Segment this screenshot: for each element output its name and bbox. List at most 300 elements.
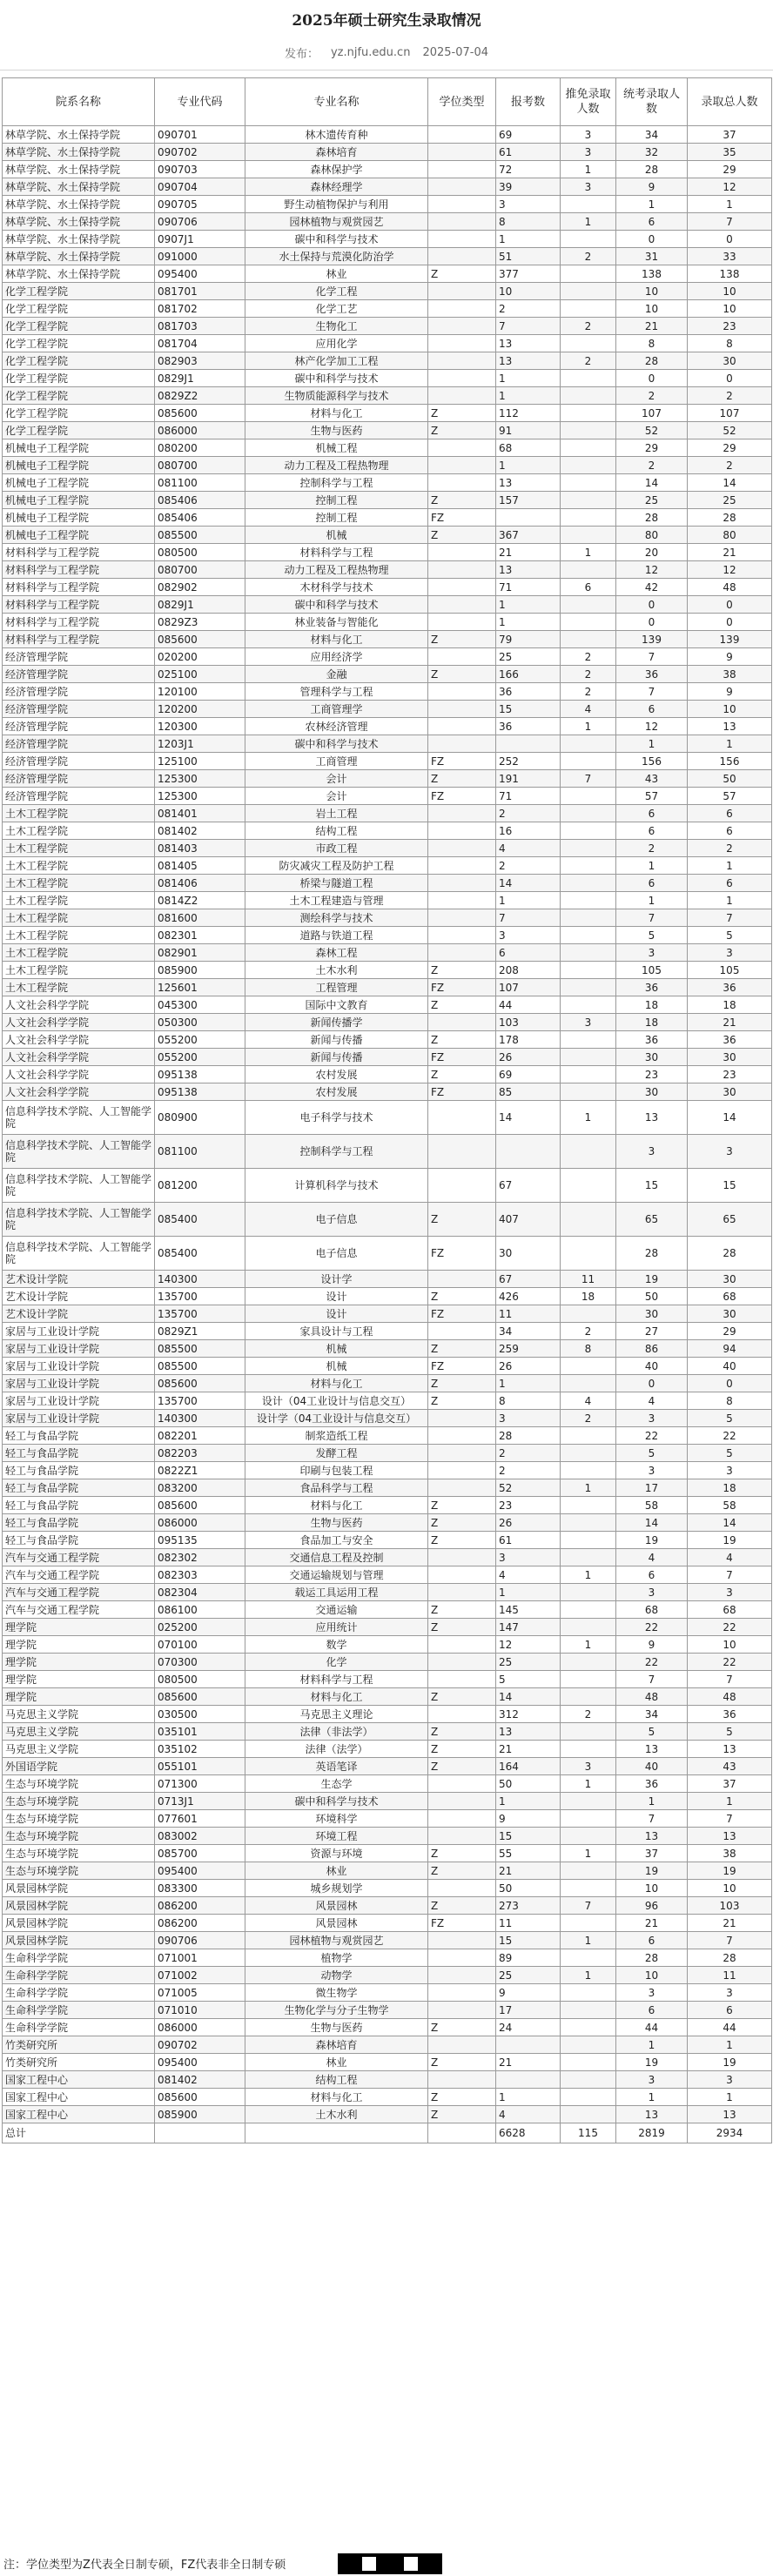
- cell-total-admitted: 15: [688, 1169, 772, 1203]
- cell-major-code: 082201: [155, 1427, 245, 1445]
- cell-total-admitted: 68: [688, 1601, 772, 1619]
- cell-recommended: [561, 335, 616, 352]
- cell-applicants: 10: [496, 283, 561, 300]
- cell-department: 风景园林学院: [3, 1932, 155, 1949]
- cell-total-admitted: 0: [688, 614, 772, 631]
- cell-major-name: 控制工程: [245, 492, 428, 509]
- cell-degree-type: [428, 231, 496, 248]
- cell-degree-type: [428, 1584, 496, 1601]
- cell-total-admitted: 5: [688, 1445, 772, 1462]
- cell-applicants: 36: [496, 683, 561, 701]
- cell-department: 生命科学学院: [3, 2019, 155, 2036]
- cell-recommended: 1: [561, 213, 616, 231]
- cell-recommended: 2: [561, 1706, 616, 1723]
- cell-exam-admitted: 9: [616, 178, 688, 196]
- cell-department: 汽车与交通工程学院: [3, 1549, 155, 1566]
- cell-department: 经济管理学院: [3, 718, 155, 735]
- cell-degree-type: [428, 387, 496, 405]
- cell-total-admitted: 0: [688, 596, 772, 614]
- cell-department: 材料科学与工程学院: [3, 614, 155, 631]
- cell-total-admitted: 6: [688, 805, 772, 822]
- cell-exam-admitted: 13: [616, 1101, 688, 1135]
- cell-major-code: 095138: [155, 1083, 245, 1101]
- table-row: [3, 1810, 772, 1828]
- cell-major-name: 材料与化工: [245, 405, 428, 422]
- cell-total-admitted: 6: [688, 822, 772, 840]
- cell-applicants: 26: [496, 1514, 561, 1532]
- table-row: [3, 1445, 772, 1462]
- table-row: [3, 579, 772, 596]
- cell-department: 机械电子工程学院: [3, 509, 155, 527]
- cell-major-name: 新闻与传播: [245, 1031, 428, 1049]
- cell-total-admitted: 37: [688, 126, 772, 144]
- cell-department: 经济管理学院: [3, 770, 155, 788]
- cell-total-admitted: 12: [688, 178, 772, 196]
- cell-major-name: 生物与医药: [245, 1514, 428, 1532]
- cell-degree-type: [428, 875, 496, 892]
- table-row: [3, 1305, 772, 1323]
- cell-degree-type: Z: [428, 1514, 496, 1532]
- cell-department: 材料科学与工程学院: [3, 544, 155, 561]
- cell-total-admitted: 48: [688, 579, 772, 596]
- cell-applicants: 2: [496, 1462, 561, 1479]
- cell-degree-type: Z: [428, 1601, 496, 1619]
- cell-recommended: [561, 1828, 616, 1845]
- cell-major-code: 071001: [155, 1949, 245, 1967]
- cell-total-admitted: 50: [688, 770, 772, 788]
- table-row: [3, 1514, 772, 1532]
- cell-applicants: 6: [496, 944, 561, 962]
- cell-applicants: 112: [496, 405, 561, 422]
- cell-department: 材料科学与工程学院: [3, 579, 155, 596]
- cell-applicants: 5: [496, 1671, 561, 1688]
- cell-major-name: 材料与化工: [245, 2089, 428, 2106]
- cell-applicants: [496, 1135, 561, 1169]
- cell-total-admitted: 2: [688, 457, 772, 474]
- cell-applicants: 14: [496, 1688, 561, 1706]
- cell-degree-type: [428, 457, 496, 474]
- cell-exam-admitted: 107: [616, 405, 688, 422]
- cell-recommended: [561, 1237, 616, 1271]
- cell-major-name: 英语笔译: [245, 1758, 428, 1775]
- cell-department: 林草学院、水土保持学院: [3, 144, 155, 161]
- cell-recommended: [561, 457, 616, 474]
- cell-major-code: 0713J1: [155, 1793, 245, 1810]
- cell-department: 土木工程学院: [3, 805, 155, 822]
- cell-applicants: 26: [496, 1358, 561, 1375]
- table-row: [3, 196, 772, 213]
- table-row: [3, 909, 772, 927]
- cell-major-code: 082304: [155, 1584, 245, 1601]
- cell-degree-type: [428, 161, 496, 178]
- cell-applicants: 208: [496, 962, 561, 979]
- cell-recommended: 1: [561, 1101, 616, 1135]
- cell-applicants: 377: [496, 265, 561, 283]
- table-row: [3, 439, 772, 457]
- cell-exam-admitted: 80: [616, 527, 688, 544]
- cell-exam-admitted: 10: [616, 283, 688, 300]
- cell-major-name: 动力工程及工程热物理: [245, 561, 428, 579]
- cell-recommended: 2: [561, 648, 616, 666]
- cell-major-code: 120100: [155, 683, 245, 701]
- cell-major-code: 081704: [155, 335, 245, 352]
- cell-major-name: 水土保持与荒漠化防治学: [245, 248, 428, 265]
- cell-recommended: [561, 1654, 616, 1671]
- cell-major-code: 090706: [155, 213, 245, 231]
- cell-degree-type: Z: [428, 1897, 496, 1915]
- cell-recommended: [561, 492, 616, 509]
- cell-recommended: [561, 370, 616, 387]
- cell-recommended: [561, 387, 616, 405]
- cell-major-name: 马克思主义理论: [245, 1706, 428, 1723]
- cell-department: 生态与环境学院: [3, 1862, 155, 1880]
- cell-department: 生态与环境学院: [3, 1828, 155, 1845]
- cell-exam-admitted: 34: [616, 126, 688, 144]
- cell-total-admitted: 30: [688, 1049, 772, 1066]
- cell-major-code: 0829Z3: [155, 614, 245, 631]
- table-row: [3, 1723, 772, 1741]
- table-row: [3, 1967, 772, 1984]
- cell-total-admitted: 3: [688, 2071, 772, 2089]
- cell-total-admitted: 7: [688, 213, 772, 231]
- table-row: [3, 1340, 772, 1358]
- cell-exam-admitted: 10: [616, 1880, 688, 1897]
- cell-degree-type: FZ: [428, 1915, 496, 1932]
- cell-total-admitted: 33: [688, 248, 772, 265]
- cell-degree-type: [428, 1169, 496, 1203]
- cell-recommended: 6: [561, 579, 616, 596]
- cell-major-code: 071005: [155, 1984, 245, 2002]
- cell-applicants: 16: [496, 822, 561, 840]
- cell-recommended: [561, 962, 616, 979]
- cell-major-name: 生物化工: [245, 318, 428, 335]
- cell-applicants: 8: [496, 213, 561, 231]
- cell-degree-type: [428, 178, 496, 196]
- table-row: [3, 631, 772, 648]
- cell-major-name: 食品加工与安全: [245, 1532, 428, 1549]
- cell-applicants: 69: [496, 126, 561, 144]
- cell-recommended: 4: [561, 1392, 616, 1410]
- cell-applicants: 36: [496, 718, 561, 735]
- cell-department: 家居与工业设计学院: [3, 1340, 155, 1358]
- cell-degree-type: [428, 1549, 496, 1566]
- cell-degree-type: [428, 1135, 496, 1169]
- cell-applicants: 21: [496, 1862, 561, 1880]
- table-row: [3, 2036, 772, 2054]
- cell-total-admitted: 40: [688, 1358, 772, 1375]
- cell-recommended: [561, 1984, 616, 2002]
- header-department: 院系名称: [3, 78, 155, 126]
- cell-exam-admitted: 15: [616, 1169, 688, 1203]
- cell-exam-admitted: 3: [616, 1462, 688, 1479]
- cell-major-code: 081403: [155, 840, 245, 857]
- cell-applicants: 25: [496, 1654, 561, 1671]
- cell-exam-admitted: 32: [616, 144, 688, 161]
- cell-major-code: 082303: [155, 1566, 245, 1584]
- cell-total-admitted: 10: [688, 1880, 772, 1897]
- cell-department: 材料科学与工程学院: [3, 561, 155, 579]
- cell-major-name: 工程管理: [245, 979, 428, 996]
- cell-major-name: 印刷与包装工程: [245, 1462, 428, 1479]
- cell-total-admitted: 6: [688, 875, 772, 892]
- table-row: [3, 248, 772, 265]
- table-row: [3, 1688, 772, 1706]
- cell-total-admitted: 3: [688, 1584, 772, 1601]
- cell-department: 生态与环境学院: [3, 1775, 155, 1793]
- cell-recommended: 2: [561, 352, 616, 370]
- cell-major-name: 应用统计: [245, 1619, 428, 1636]
- cell-degree-type: Z: [428, 1375, 496, 1392]
- cell-recommended: 1: [561, 544, 616, 561]
- cell-department: 家居与工业设计学院: [3, 1410, 155, 1427]
- cell-total-admitted: 5: [688, 927, 772, 944]
- cell-major-name: 机械: [245, 1358, 428, 1375]
- cell-applicants: 11: [496, 1305, 561, 1323]
- cell-major-name: 数学: [245, 1636, 428, 1654]
- cell-major-name: 林业: [245, 2054, 428, 2071]
- table-row: [3, 2002, 772, 2019]
- cell-exam-admitted: 21: [616, 318, 688, 335]
- cell-total-admitted: 12: [688, 561, 772, 579]
- cell-major-name: 结构工程: [245, 822, 428, 840]
- table-row: [3, 735, 772, 753]
- cell-applicants: 3: [496, 1410, 561, 1427]
- cell-major-code: 082903: [155, 352, 245, 370]
- cell-total-admitted: 19: [688, 2054, 772, 2071]
- cell-exam-admitted: 1: [616, 196, 688, 213]
- cell-applicants: 1: [496, 1793, 561, 1810]
- cell-department: 理学院: [3, 1688, 155, 1706]
- cell-exam-admitted: 1: [616, 2089, 688, 2106]
- cell-major-code: 090704: [155, 178, 245, 196]
- cell-total-admitted: 14: [688, 474, 772, 492]
- cell-recommended: 3: [561, 144, 616, 161]
- table-row: [3, 753, 772, 770]
- table-row: [3, 231, 772, 248]
- cell-recommended: [561, 1066, 616, 1083]
- table-row: [3, 1066, 772, 1083]
- cell-major-name: 碳中和科学与技术: [245, 596, 428, 614]
- table-row: [3, 1323, 772, 1340]
- cell-degree-type: [428, 1636, 496, 1654]
- cell-total-admitted: 21: [688, 1014, 772, 1031]
- cell-degree-type: [428, 370, 496, 387]
- cell-recommended: [561, 788, 616, 805]
- cell-major-name: 动力工程及工程热物理: [245, 457, 428, 474]
- cell-major-code: 085600: [155, 1375, 245, 1392]
- cell-applicants: 14: [496, 875, 561, 892]
- cell-applicants: 259: [496, 1340, 561, 1358]
- table-row: [3, 509, 772, 527]
- cell-exam-admitted: 37: [616, 1845, 688, 1862]
- cell-recommended: [561, 196, 616, 213]
- cell-department: 化学工程学院: [3, 318, 155, 335]
- cell-major-code: 140300: [155, 1271, 245, 1288]
- table-row: [3, 822, 772, 840]
- cell-department: 化学工程学院: [3, 300, 155, 318]
- cell-recommended: 1: [561, 1636, 616, 1654]
- cell-degree-type: [428, 892, 496, 909]
- cell-applicants: 44: [496, 996, 561, 1014]
- table-row: [3, 1636, 772, 1654]
- cell-major-code: 071002: [155, 1967, 245, 1984]
- cell-degree-type: [428, 1323, 496, 1340]
- table-row: [3, 300, 772, 318]
- cell-degree-type: [428, 1427, 496, 1445]
- cell-department: 生命科学学院: [3, 1967, 155, 1984]
- cell-recommended: 7: [561, 770, 616, 788]
- cell-applicants: 312: [496, 1706, 561, 1723]
- qr-code-icon: [338, 2553, 442, 2574]
- cell-applicants: 14: [496, 1101, 561, 1135]
- cell-applicants: 72: [496, 161, 561, 178]
- cell-exam-admitted: 65: [616, 1203, 688, 1237]
- cell-recommended: [561, 474, 616, 492]
- cell-major-name: 林产化学加工工程: [245, 352, 428, 370]
- cell-applicants: 8: [496, 1392, 561, 1410]
- cell-recommended: 1: [561, 1845, 616, 1862]
- cell-major-name: 环境工程: [245, 1828, 428, 1845]
- cell-exam-admitted: 6: [616, 875, 688, 892]
- cell-exam-admitted: 30: [616, 1305, 688, 1323]
- cell-total-admitted: 23: [688, 1066, 772, 1083]
- cell-major-code: 0829J1: [155, 370, 245, 387]
- table-row: [3, 2089, 772, 2106]
- cell-department: 人文社会科学学院: [3, 1049, 155, 1066]
- cell-degree-type: Z: [428, 1392, 496, 1410]
- cell-major-code: 081405: [155, 857, 245, 875]
- cell-degree-type: Z: [428, 1845, 496, 1862]
- cell-major-code: 135700: [155, 1305, 245, 1323]
- table-row: [3, 265, 772, 283]
- cell-applicants: [496, 2071, 561, 2089]
- table-row: [3, 1984, 772, 2002]
- cell-major-name: 设计（04工业设计与信息交互）: [245, 1392, 428, 1410]
- cell-major-code: 135700: [155, 1392, 245, 1410]
- cell-exam-admitted: 6: [616, 1932, 688, 1949]
- cell-degree-type: Z: [428, 1066, 496, 1083]
- table-row: [3, 1358, 772, 1375]
- cell-major-code: 083200: [155, 1479, 245, 1497]
- cell-major-name: 材料与化工: [245, 1497, 428, 1514]
- cell-applicants: 178: [496, 1031, 561, 1049]
- cell-major-name: 生物质能源科学与技术: [245, 387, 428, 405]
- cell-major-code: 081200: [155, 1169, 245, 1203]
- cell-recommended: [561, 735, 616, 753]
- cell-degree-type: [428, 144, 496, 161]
- cell-department: 土木工程学院: [3, 927, 155, 944]
- cell-major-name: 生物与医药: [245, 2019, 428, 2036]
- cell-major-name: 应用化学: [245, 335, 428, 352]
- table-row: [3, 1392, 772, 1410]
- cell-degree-type: [428, 300, 496, 318]
- cell-exam-admitted: 0: [616, 370, 688, 387]
- cell-total-admitted: 13: [688, 718, 772, 735]
- cell-exam-admitted: 2: [616, 840, 688, 857]
- cell-degree-type: FZ: [428, 788, 496, 805]
- cell-major-code: 086000: [155, 2019, 245, 2036]
- cell-recommended: [561, 1549, 616, 1566]
- cell-major-code: 085600: [155, 2089, 245, 2106]
- cell-major-name: 材料科学与工程: [245, 544, 428, 561]
- cell-degree-type: Z: [428, 422, 496, 439]
- cell-total-admitted: 30: [688, 352, 772, 370]
- cell-major-name: 家具设计与工程: [245, 1323, 428, 1340]
- cell-major-code: 090702: [155, 2036, 245, 2054]
- cell-department: 土木工程学院: [3, 944, 155, 962]
- cell-degree-type: [428, 1984, 496, 2002]
- cell-exam-admitted: 139: [616, 631, 688, 648]
- cell-department: 生态与环境学院: [3, 1810, 155, 1828]
- cell-major-code: 125300: [155, 770, 245, 788]
- table-row: [3, 1169, 772, 1203]
- table-row: [3, 213, 772, 231]
- table-row: [3, 178, 772, 196]
- cell-department: 信息科学技术学院、人工智能学院: [3, 1135, 155, 1169]
- cell-major-name: 动物学: [245, 1967, 428, 1984]
- cell-recommended: [561, 1862, 616, 1880]
- cell-recommended: [561, 1375, 616, 1392]
- cell-recommended: 1: [561, 1932, 616, 1949]
- cell-recommended: [561, 1671, 616, 1688]
- cell-exam-admitted: 34: [616, 1706, 688, 1723]
- cell-major-name: 农村发展: [245, 1083, 428, 1101]
- table-row: [3, 1845, 772, 1862]
- cell-major-code: 081401: [155, 805, 245, 822]
- cell-exam-admitted: 3: [616, 1584, 688, 1601]
- cell-major-name: 道路与铁道工程: [245, 927, 428, 944]
- cell-recommended: 2: [561, 666, 616, 683]
- cell-degree-type: [428, 1880, 496, 1897]
- cell-recommended: [561, 944, 616, 962]
- cell-recommended: [561, 1427, 616, 1445]
- table-row: [3, 1031, 772, 1049]
- cell-total-admitted: 28: [688, 1237, 772, 1271]
- cell-department: 马克思主义学院: [3, 1706, 155, 1723]
- cell-total-admitted: 1: [688, 2036, 772, 2054]
- cell-total-admitted: 22: [688, 1654, 772, 1671]
- cell-major-code: 030500: [155, 1706, 245, 1723]
- cell-degree-type: [428, 213, 496, 231]
- cell-major-code: 090703: [155, 161, 245, 178]
- cell-degree-type: [428, 596, 496, 614]
- cell-recommended: [561, 1793, 616, 1810]
- cell-applicants: 51: [496, 248, 561, 265]
- cell-exam-admitted: 5: [616, 927, 688, 944]
- cell-total-admitted: 2: [688, 840, 772, 857]
- cell-total-admitted: 107: [688, 405, 772, 422]
- cell-recommended: [561, 1305, 616, 1323]
- cell-department: 化学工程学院: [3, 370, 155, 387]
- cell-recommended: [561, 2002, 616, 2019]
- table-row: [3, 1915, 772, 1932]
- cell-major-name: 桥梁与隧道工程: [245, 875, 428, 892]
- cell-recommended: [561, 1810, 616, 1828]
- cell-major-code: 080500: [155, 544, 245, 561]
- table-row: [3, 2054, 772, 2071]
- table-row: [3, 1741, 772, 1758]
- cell-recommended: 8: [561, 1340, 616, 1358]
- cell-department: 土木工程学院: [3, 962, 155, 979]
- cell-major-code: 081402: [155, 2071, 245, 2089]
- cell-exam-admitted: 13: [616, 1828, 688, 1845]
- cell-major-code: 080700: [155, 561, 245, 579]
- cell-degree-type: Z: [428, 666, 496, 683]
- cell-exam-admitted: 36: [616, 979, 688, 996]
- cell-degree-type: [428, 1410, 496, 1427]
- cell-major-name: 植物学: [245, 1949, 428, 1967]
- cell-major-code: 086000: [155, 1514, 245, 1532]
